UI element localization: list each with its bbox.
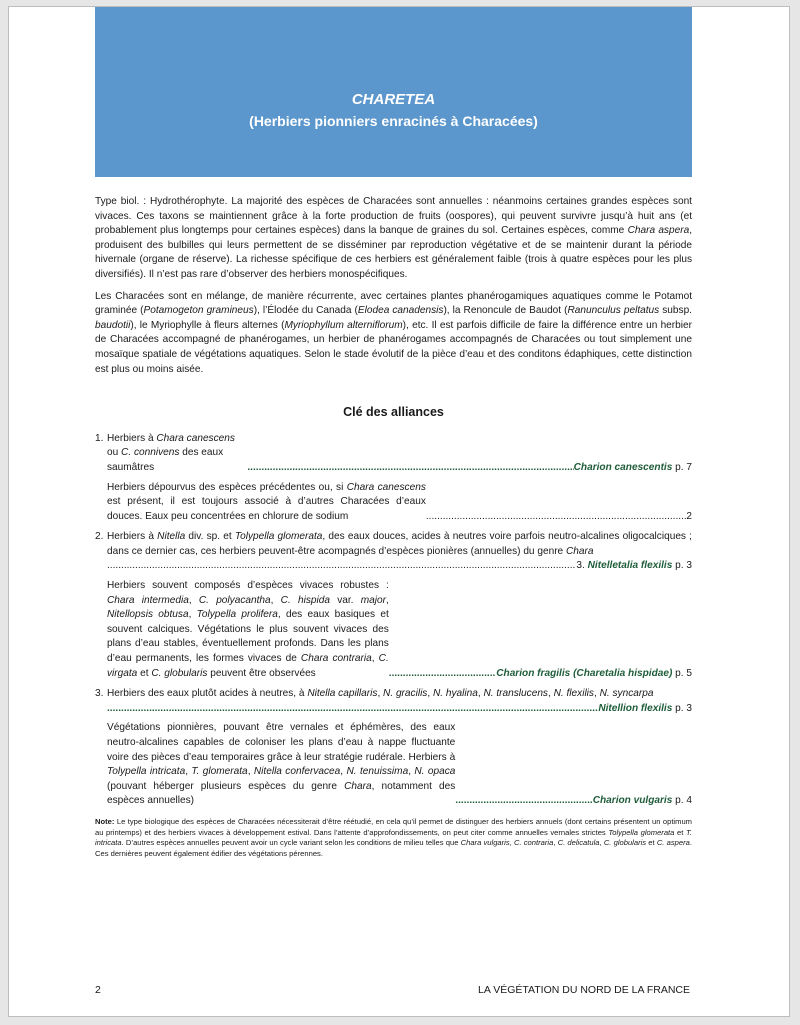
- text-run: ,: [593, 688, 600, 700]
- taxon-name: N. syncarpa: [599, 688, 654, 700]
- entry-text: [107, 721, 455, 809]
- taxon-name: Nitella capillaris: [307, 688, 378, 700]
- taxon-name: N. hyalina: [432, 688, 478, 700]
- text-run: var.: [329, 594, 361, 606]
- text-run: , produisent des bulbilles qui leurs permettent de se disséminer par reproduction végétative et de se maintenir durant la période hivernale (organe de réserve). La richesse spécifique de ces herbiers est généralement faible (trois à quatre espèces pour les plus diversifiés). Il n’est pas rare d’observer des herbiers monospécifiques.: [95, 225, 692, 280]
- taxon-name: Ranunculus peltatus: [567, 305, 660, 317]
- text-run: ), la Renoncule de Baudot (: [443, 305, 568, 317]
- note-label: Note:: [95, 816, 115, 826]
- key-entry-1a: [95, 432, 692, 476]
- taxon-name: N. gracilis: [383, 688, 428, 700]
- text-run: Le type biologique des espèces de Characées nécessiterait d’être réétudié, en cela qu’il permet de distinguer des herbiers annuels (dont certains présentent un optimum au printemps) et des herbiers vivaces à développement estival. Dans l’attente d’approfondissements, on peut citer comme annuelles vernales strictes: [95, 816, 692, 837]
- entry-result-line: [107, 559, 692, 574]
- page-ref: 2: [686, 510, 692, 522]
- text-run: ,: [188, 594, 199, 606]
- entry-result: [593, 794, 692, 809]
- text-run: ,: [427, 688, 433, 700]
- text-run: Herbiers à: [107, 432, 157, 444]
- taxon-name: Nitella confervacea: [253, 766, 341, 778]
- taxon-name: Chara canescens: [156, 432, 235, 444]
- text-run: Les Characées sont en mélange, de manière récurrente, avec certaines plantes phanérogamiques aquatiques comme le Potamot graminée (: [95, 290, 692, 317]
- running-footer-title: LA VÉGÉTATION DU NORD DE LA FRANCE: [478, 984, 690, 996]
- text-run: Type biol. : Hydrothérophyte. La majorité des espèces de Characées sont annuelles : néanmoins certaines grandes espèces sont vivaces. Ces taxons se maintiennent grâce à la forte production de fruits (oospores), qui peuvent survivre jusqu’à huit ans (et probablement plus longtemps pour certaines espèces) dans la banque de graines du sol. Certaines espèces, comme: [95, 196, 692, 237]
- text-run: ou: [107, 447, 122, 459]
- text-run: ,: [247, 766, 254, 778]
- text-run: ,: [599, 838, 604, 848]
- text-run: ,: [270, 594, 281, 606]
- taxon-name: Myriophyllum alterniflorum: [284, 319, 403, 331]
- intro-paragraph-1: [95, 195, 692, 283]
- text-run: div. sp. et: [185, 531, 235, 543]
- text-run: et: [646, 838, 657, 848]
- key-entry-2b: [95, 579, 692, 681]
- dot-leader: [107, 702, 598, 717]
- taxon-name: C. contraria: [513, 838, 554, 848]
- text-run: ,: [509, 838, 514, 848]
- alliance-name: Charion canescentis: [573, 461, 673, 473]
- entry-body: [107, 481, 692, 525]
- text-run: Herbiers dépourvus des espèces précédentes ou, si: [107, 481, 347, 493]
- dot-leader: [426, 510, 687, 525]
- taxon-name: C. delicatula: [557, 838, 600, 848]
- text-run: (pouvant héberger plusieurs espèces du genre: [107, 780, 345, 792]
- text-run: des eaux saumâtres: [107, 447, 224, 473]
- key-entry-1b: [95, 481, 692, 525]
- taxon-name: Nitellopsis obtusa: [107, 609, 189, 621]
- taxon-name: N. tenuissima: [346, 766, 409, 778]
- text-run: ), etc. Il est parfois difficile de faire la différence entre un herbier de Characées accompagné de phanérogames, un herbier de phanérogames accompagnés de Characées ou tout simplement une mosaïque spatiale de végétations aquatiques. Selon le stade évolutif de la pièce d’eau et des conditons édaphiques, cette distinction est plus ou moins aisée.: [95, 319, 692, 375]
- entry-text: [107, 432, 247, 476]
- key-couplet-3: [95, 687, 692, 809]
- taxon-name: Chara contraria: [300, 653, 372, 665]
- taxon-name: T. glomerata: [191, 766, 248, 778]
- dot-leader: [389, 667, 496, 682]
- main-content: [95, 195, 692, 859]
- text-run: subsp.: [659, 305, 692, 317]
- footnote: [95, 817, 692, 859]
- page-ref: p. 4: [672, 795, 692, 807]
- text-run: ,: [553, 838, 558, 848]
- alliance-name: Nitelletalia flexilis: [587, 560, 673, 572]
- entry-text: [107, 530, 692, 559]
- class-title: CHARETEA: [351, 91, 436, 108]
- text-run: Herbiers souvent composés d’espèces vivaces robustes :: [107, 580, 389, 592]
- dot-leader: [107, 559, 576, 574]
- couplet-number: 1.: [95, 432, 104, 444]
- text-run: ,: [408, 766, 415, 778]
- text-run: ,: [371, 653, 379, 665]
- key-entry-2a: [95, 530, 692, 574]
- text-run: , des eaux basiques et souvent calciques. Végétations le plus souvent vivaces des plans d’eau stables, éventuellement profonds. Dans les plans d’eau permanents, les formes vivaces de: [107, 609, 389, 665]
- entry-result-line: [107, 702, 692, 717]
- taxon-name: Potamogeton gramineus: [143, 305, 254, 317]
- text-run: ,: [377, 688, 384, 700]
- text-run: . D’autres espèces annuelles peuvent avoir un cycle variant selon les conditions de milieu telles que: [121, 838, 461, 848]
- taxon-name: Chara intermedia: [107, 594, 189, 606]
- text-run: ,: [185, 766, 192, 778]
- taxon-name: baudotii: [95, 319, 131, 331]
- key-entry-3b: [95, 721, 692, 809]
- text-run: , des eaux douces, acides à neutres voire parfois neutro-alcalines oligocalciques ; dans ce dernier cas, ces herbiers peuvent-être acompagnés d’espèces pionières (annuelles) du genre: [107, 531, 692, 557]
- taxon-name: C. virgata: [107, 653, 389, 679]
- taxon-name: Chara: [344, 780, 372, 792]
- entry-text: [107, 579, 389, 681]
- taxon-name: Tolypella glomerata: [608, 827, 675, 837]
- key-couplet-2: [95, 530, 692, 681]
- dot-leader: [455, 794, 592, 809]
- taxon-name: Tolypella glomerata: [234, 531, 323, 543]
- taxon-name: Elodea canadensis: [357, 305, 444, 317]
- taxon-name: Chara aspera: [627, 225, 690, 237]
- text-run: ,: [188, 609, 197, 621]
- text-run: ), le Myriophylle à fleurs alternes (: [130, 319, 285, 331]
- taxon-name: Chara: [565, 545, 594, 557]
- text-run: Végétations pionnières, pouvant être vernales et éphémères, des eaux neutro-alcalines capables de coloniser les plans d’eau à nappe fluctuante voire des pièces d’eau temporaires grâce à leur stratégie rudérale. Herbiers à: [107, 722, 456, 763]
- text-run: , notamment des espèces annuelles): [107, 780, 456, 807]
- text-run: Herbiers à: [107, 531, 158, 543]
- intro-paragraph-2: [95, 290, 692, 378]
- text-run: . Ces dernières peuvent également édifier des végétations pérennes.: [95, 838, 692, 858]
- text-run: peuvent être observées: [207, 667, 316, 679]
- text-run: ,: [547, 688, 554, 700]
- taxon-name: C. connivens: [121, 447, 180, 459]
- entry-result: [574, 461, 692, 476]
- taxon-name: C. globularis: [603, 838, 647, 848]
- text-run: ,: [385, 594, 389, 606]
- taxon-name: major: [360, 594, 386, 606]
- taxon-name: Chara canescens: [346, 481, 426, 493]
- page-ref: p. 5: [672, 667, 692, 679]
- taxon-name: T. intricata: [95, 827, 692, 848]
- taxon-name: Tolypella intricata: [107, 766, 186, 778]
- taxon-name: N. translucens: [483, 688, 548, 700]
- taxon-name: C. aspera: [656, 838, 690, 848]
- document-page: [8, 6, 790, 1017]
- text-run: Herbiers des eaux plutôt acides à neutres, à: [107, 688, 308, 700]
- page-number: 2: [95, 984, 101, 996]
- text-run: ,: [340, 766, 347, 778]
- key-couplet-1: [95, 432, 692, 525]
- entry-text: [107, 481, 426, 525]
- taxon-name: C. globularis: [151, 667, 208, 679]
- entry-text: [107, 687, 692, 702]
- text-run: et: [137, 667, 152, 679]
- entry-result: [496, 667, 692, 682]
- key-title: Clé des alliances: [343, 405, 444, 420]
- entry-result: [598, 702, 692, 717]
- taxon-name: N. opaca: [414, 766, 456, 778]
- title-banner: [95, 7, 692, 177]
- couplet-number: 3.: [95, 688, 104, 700]
- text-run: et: [674, 827, 686, 837]
- entry-result: [576, 559, 692, 574]
- alliance-name: Charion fragilis (Charetalia hispidae): [496, 667, 673, 679]
- taxon-name: N. flexilis: [553, 688, 594, 700]
- taxon-name: C. polyacantha: [198, 594, 271, 606]
- text-run: est présent, il est toujours associé à d’autres Characées d’eaux douces. Eaux peu concentrées en chlorure de sodium: [107, 496, 426, 522]
- taxon-name: C. hispida: [280, 594, 330, 606]
- taxon-name: Nitella: [157, 531, 186, 543]
- class-subtitle: (Herbiers pionniers enracinés à Characées): [249, 113, 538, 129]
- alliance-name: Nitellion flexilis: [598, 702, 673, 714]
- goto-ref: 3.: [576, 560, 588, 572]
- taxon-name: Tolypella prolifera: [196, 609, 278, 621]
- page-ref: p. 7: [672, 461, 692, 473]
- page-ref: p. 3: [672, 702, 692, 714]
- page-ref: p. 3: [672, 560, 692, 572]
- alliance-name: Charion vulgaris: [592, 795, 673, 807]
- couplet-number: 2.: [95, 531, 104, 543]
- taxon-name: Chara vulgaris: [460, 838, 510, 848]
- key-entry-3a: [95, 687, 692, 716]
- dot-leader: [247, 461, 573, 476]
- text-run: ,: [477, 688, 484, 700]
- text-run: ), l’Élodée du Canada (: [253, 305, 358, 317]
